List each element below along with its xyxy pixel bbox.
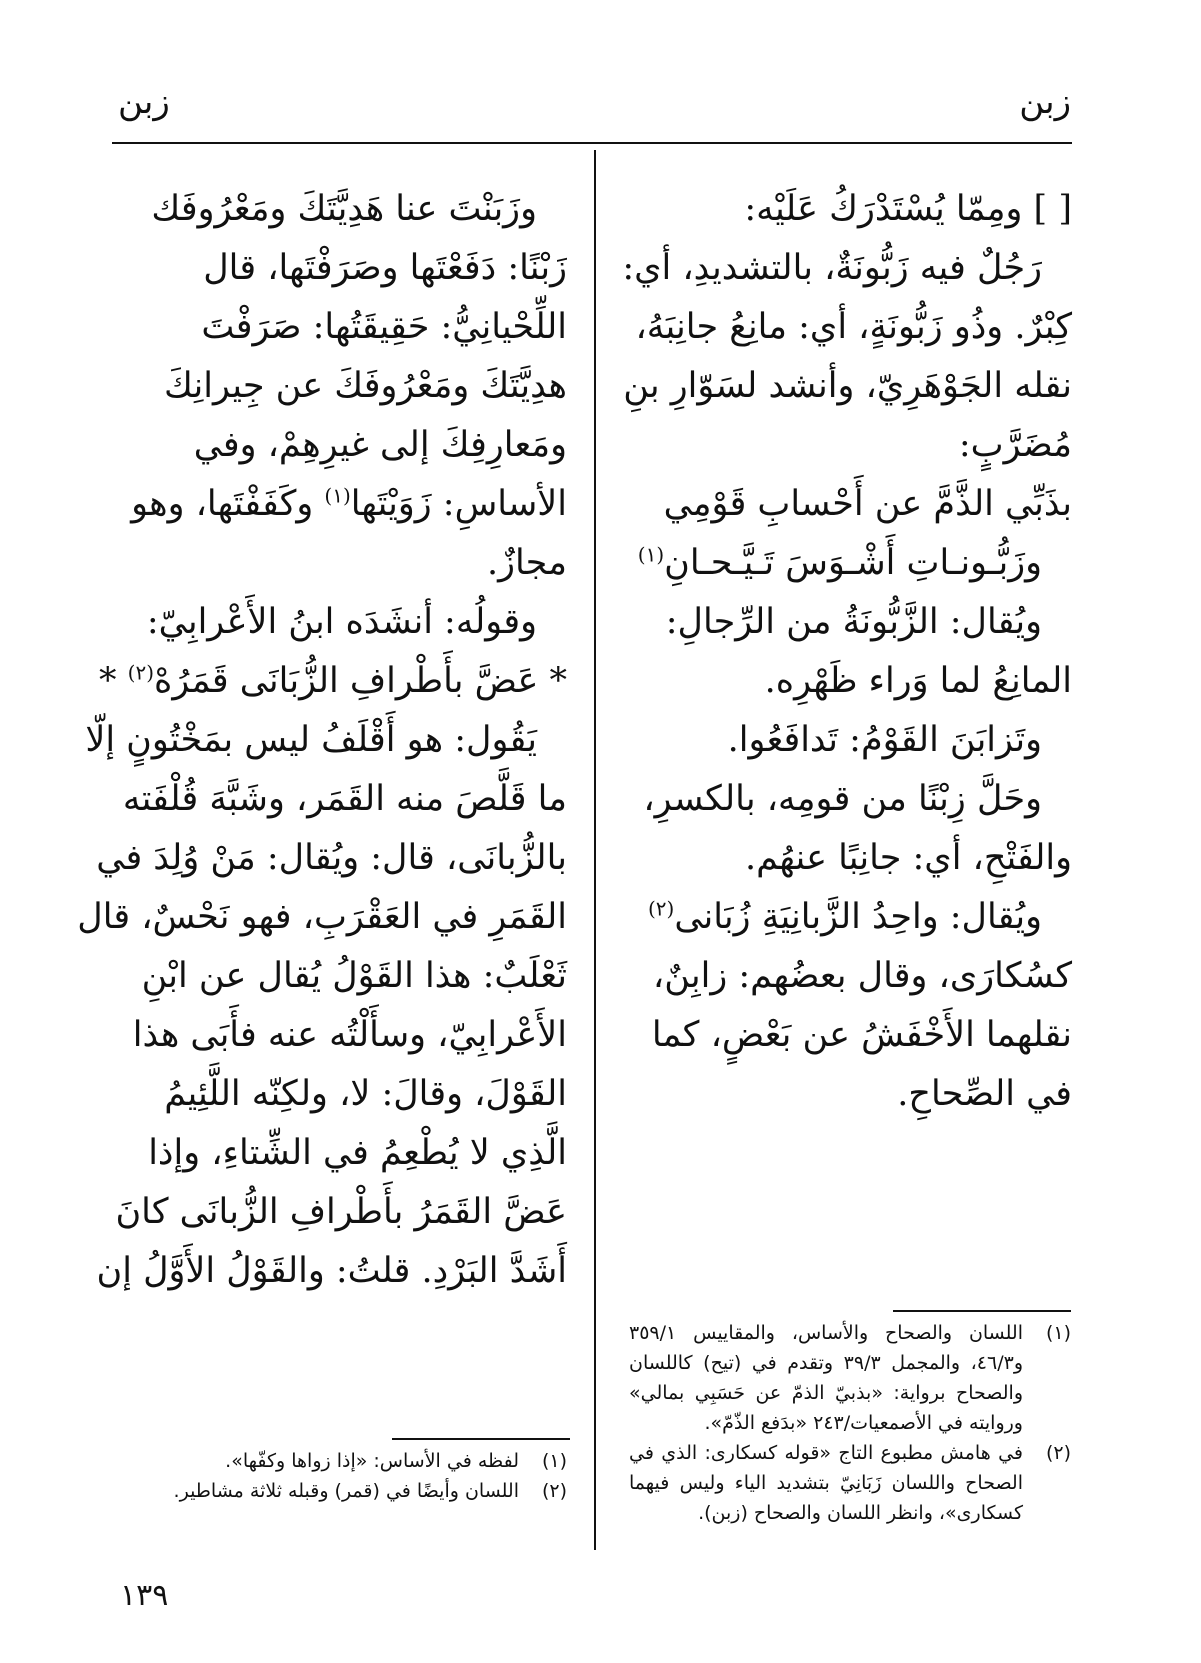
left-line-18: عَضَّ القَمَرُ بأَطْرافِ الزُّبانَى كانَ [115,1192,567,1232]
left-line-15: الأَعْرابِيّ، وسأَلْتُه عنه فأَبَى هذا [132,1015,567,1055]
left-line-12: بالزُّبانَى، قال: ويُقال: مَنْ وُلِدَ في [96,838,567,878]
left-line-3: اللِّحْيانِيُّ: حَقِيقَتُها: صَرَفْتَ [201,307,567,347]
right-line-1: [ ] ومِمّا يُسْتَدْرَكُ عَلَيْه: [744,189,1072,229]
left-line-11: ما قَلَّصَ منه القَمَر، وشَبَّهَ قُلْفَته [122,779,567,819]
footnote-number: (٢) [541,1480,567,1502]
right-line-8: ويُقال: الزَّبُّونَةُ من الرِّجالِ: [665,602,1042,642]
footnote-number: (١) [1045,1322,1071,1344]
running-header-left: زبن [118,82,170,122]
footnote-text: اللسان والصحاح والأساس، والمقاييس ٣٥٩/١ و٤٦/٣، والمجمل ٣٩/٣ وتقدم في (تيح) كاللسان والصحاح برواية: «بذبيّ الذمّ عن حَسَبِي بمالي» وروايته في الأصمعيات/٢٤٣ «بدَفع الذّمّ». [629,1322,1024,1434]
verse-line-2 [630,534,1072,593]
footnote-text: لفظه في الأساس: «إذا زواها وكفّها». [225,1450,519,1472]
left-line-1: وزَبَنْتَ عنا هَدِيَّتَكَ ومَعْرُوفَك [151,189,537,229]
footnote-rule-left [392,1438,570,1440]
left-footnote-ref-1: (١) [324,483,351,508]
footnote-text: في هامش مطبوع التاج «قوله كسكارى: الذي في الصحاح واللسان زَبَانِيّ بتشديد الياء وليس فيهما كسكارى»، وانظر اللسان والصحاح (زبن). [629,1442,1023,1524]
left-footnote-ref-2: (٢) [127,660,155,685]
left-line-17: الَّذِي لا يُطْعِمُ في الشِّتاءِ، وإذا [148,1133,567,1173]
header-rule [112,142,1072,144]
footnote-number: (١) [541,1450,567,1472]
right-column [622,180,1072,1124]
left-line-5: ومَعارِفِكَ إلى غيرِهِمْ، وفي [193,425,567,465]
right-line-12: والفَتْحِ، أي: جانِبًا عنهُم. [745,838,1072,878]
left-verse-text: * عَضَّ بأَطْرافِ الزُّبَانَى قَمَرُهْ [154,661,567,701]
footnotes-left [112,1446,567,1506]
left-line-7: مجازٌ. [486,543,567,583]
footnote-item [629,1438,1071,1528]
footnote-ref-2: (٢) [647,896,675,921]
verse-line-2-text: وزَبُّـونـاتِ أَشْـوَسَ تَـيَّـحـانِ [664,543,1042,583]
left-verse-end: * [99,661,128,701]
left-line-19: أَشَدَّ البَرْدِ. قلتُ: والقَوْلُ الأَوَّلُ إن [96,1251,567,1291]
left-line-6-tail: وكَفَفْتَها، وهو [131,484,325,524]
right-line-16: في الصِّحاحِ. [897,1074,1072,1114]
right-line-14: كسُكارَى، وقال بعضُهم: زابِنٌ، [652,956,1072,996]
right-line-13 [630,888,1072,947]
right-line-3: كِبْرٌ. وذُو زَبُّونَةٍ، أي: مانِعُ جانِبَهُ، [635,307,1072,347]
footnotes-right [629,1318,1071,1528]
right-line-5: مُضَرَّبٍ: [958,425,1072,465]
left-line-13: القَمَرِ في العَقْرَبِ، فهو نَحْسٌ، قال [77,897,567,937]
footnote-text: اللسان وأيضًا في (قمر) وقبله ثلاثة مشاطير. [173,1480,519,1502]
footnote-number: (٢) [1045,1442,1071,1464]
column-divider [594,150,596,1550]
left-line-2: زَبْنًا: دَفَعْتَها وصَرَفْتَها، قال [203,248,567,288]
right-line-9: المانِعُ لما وَراء ظَهْرِه. [764,661,1072,701]
right-line-11: وحَلَّ زِبْنًا من قومِه، بالكسرِ، [643,779,1042,819]
page-number: ١٣٩ [120,1578,169,1613]
footnote-item [112,1446,567,1476]
right-line-13-text: ويُقال: واحِدُ الزَّبانِيَةِ زُبَانى [674,897,1042,937]
left-line-6 [112,475,567,534]
left-column [77,180,567,1301]
left-line-6-text: الأساسِ: زَوَيْتَها [350,484,567,524]
verse-line-1: بذَبِّي الذَّمَّ عن أَحْسابِ قَوْمِي [663,484,1072,524]
footnote-ref-1: (١) [637,542,665,567]
left-line-14: ثَعْلَبٌ: هذا القَوْلُ يُقال عن ابْنِ [141,956,567,996]
left-line-8: وقولُه: أنشَدَه ابنُ الأَعْرابِيّ: [146,602,537,642]
left-verse-line [99,652,567,711]
footnote-item [112,1476,567,1506]
right-line-4: نقله الجَوْهَرِيّ، وأنشد لسَوّارِ بنِ [623,366,1072,406]
right-line-2: رَجُلٌ فيه زَبُّونَةٌ، بالتشديدِ، أي: [622,248,1042,288]
footnote-rule-right [893,1310,1071,1312]
left-line-16: القَوْلَ، وقالَ: لا، ولكِنّه اللَّئِيمُ [164,1074,567,1114]
left-line-10: يَقُول: هو أَقْلَفُ ليس بمَخْتُونٍ إلّا [85,720,537,760]
right-line-15: نقلهما الأَخْفَشُ عن بَعْضٍ، كما [651,1015,1072,1055]
left-line-4: هدِيَّتَكَ ومَعْرُوفَكَ عن جِيرانِكَ [164,366,567,406]
footnote-item [629,1318,1071,1438]
right-line-10: وتَزابَنَ القَوْمُ: تَدافَعُوا. [727,720,1042,760]
running-header-right: زبن [1019,82,1071,122]
